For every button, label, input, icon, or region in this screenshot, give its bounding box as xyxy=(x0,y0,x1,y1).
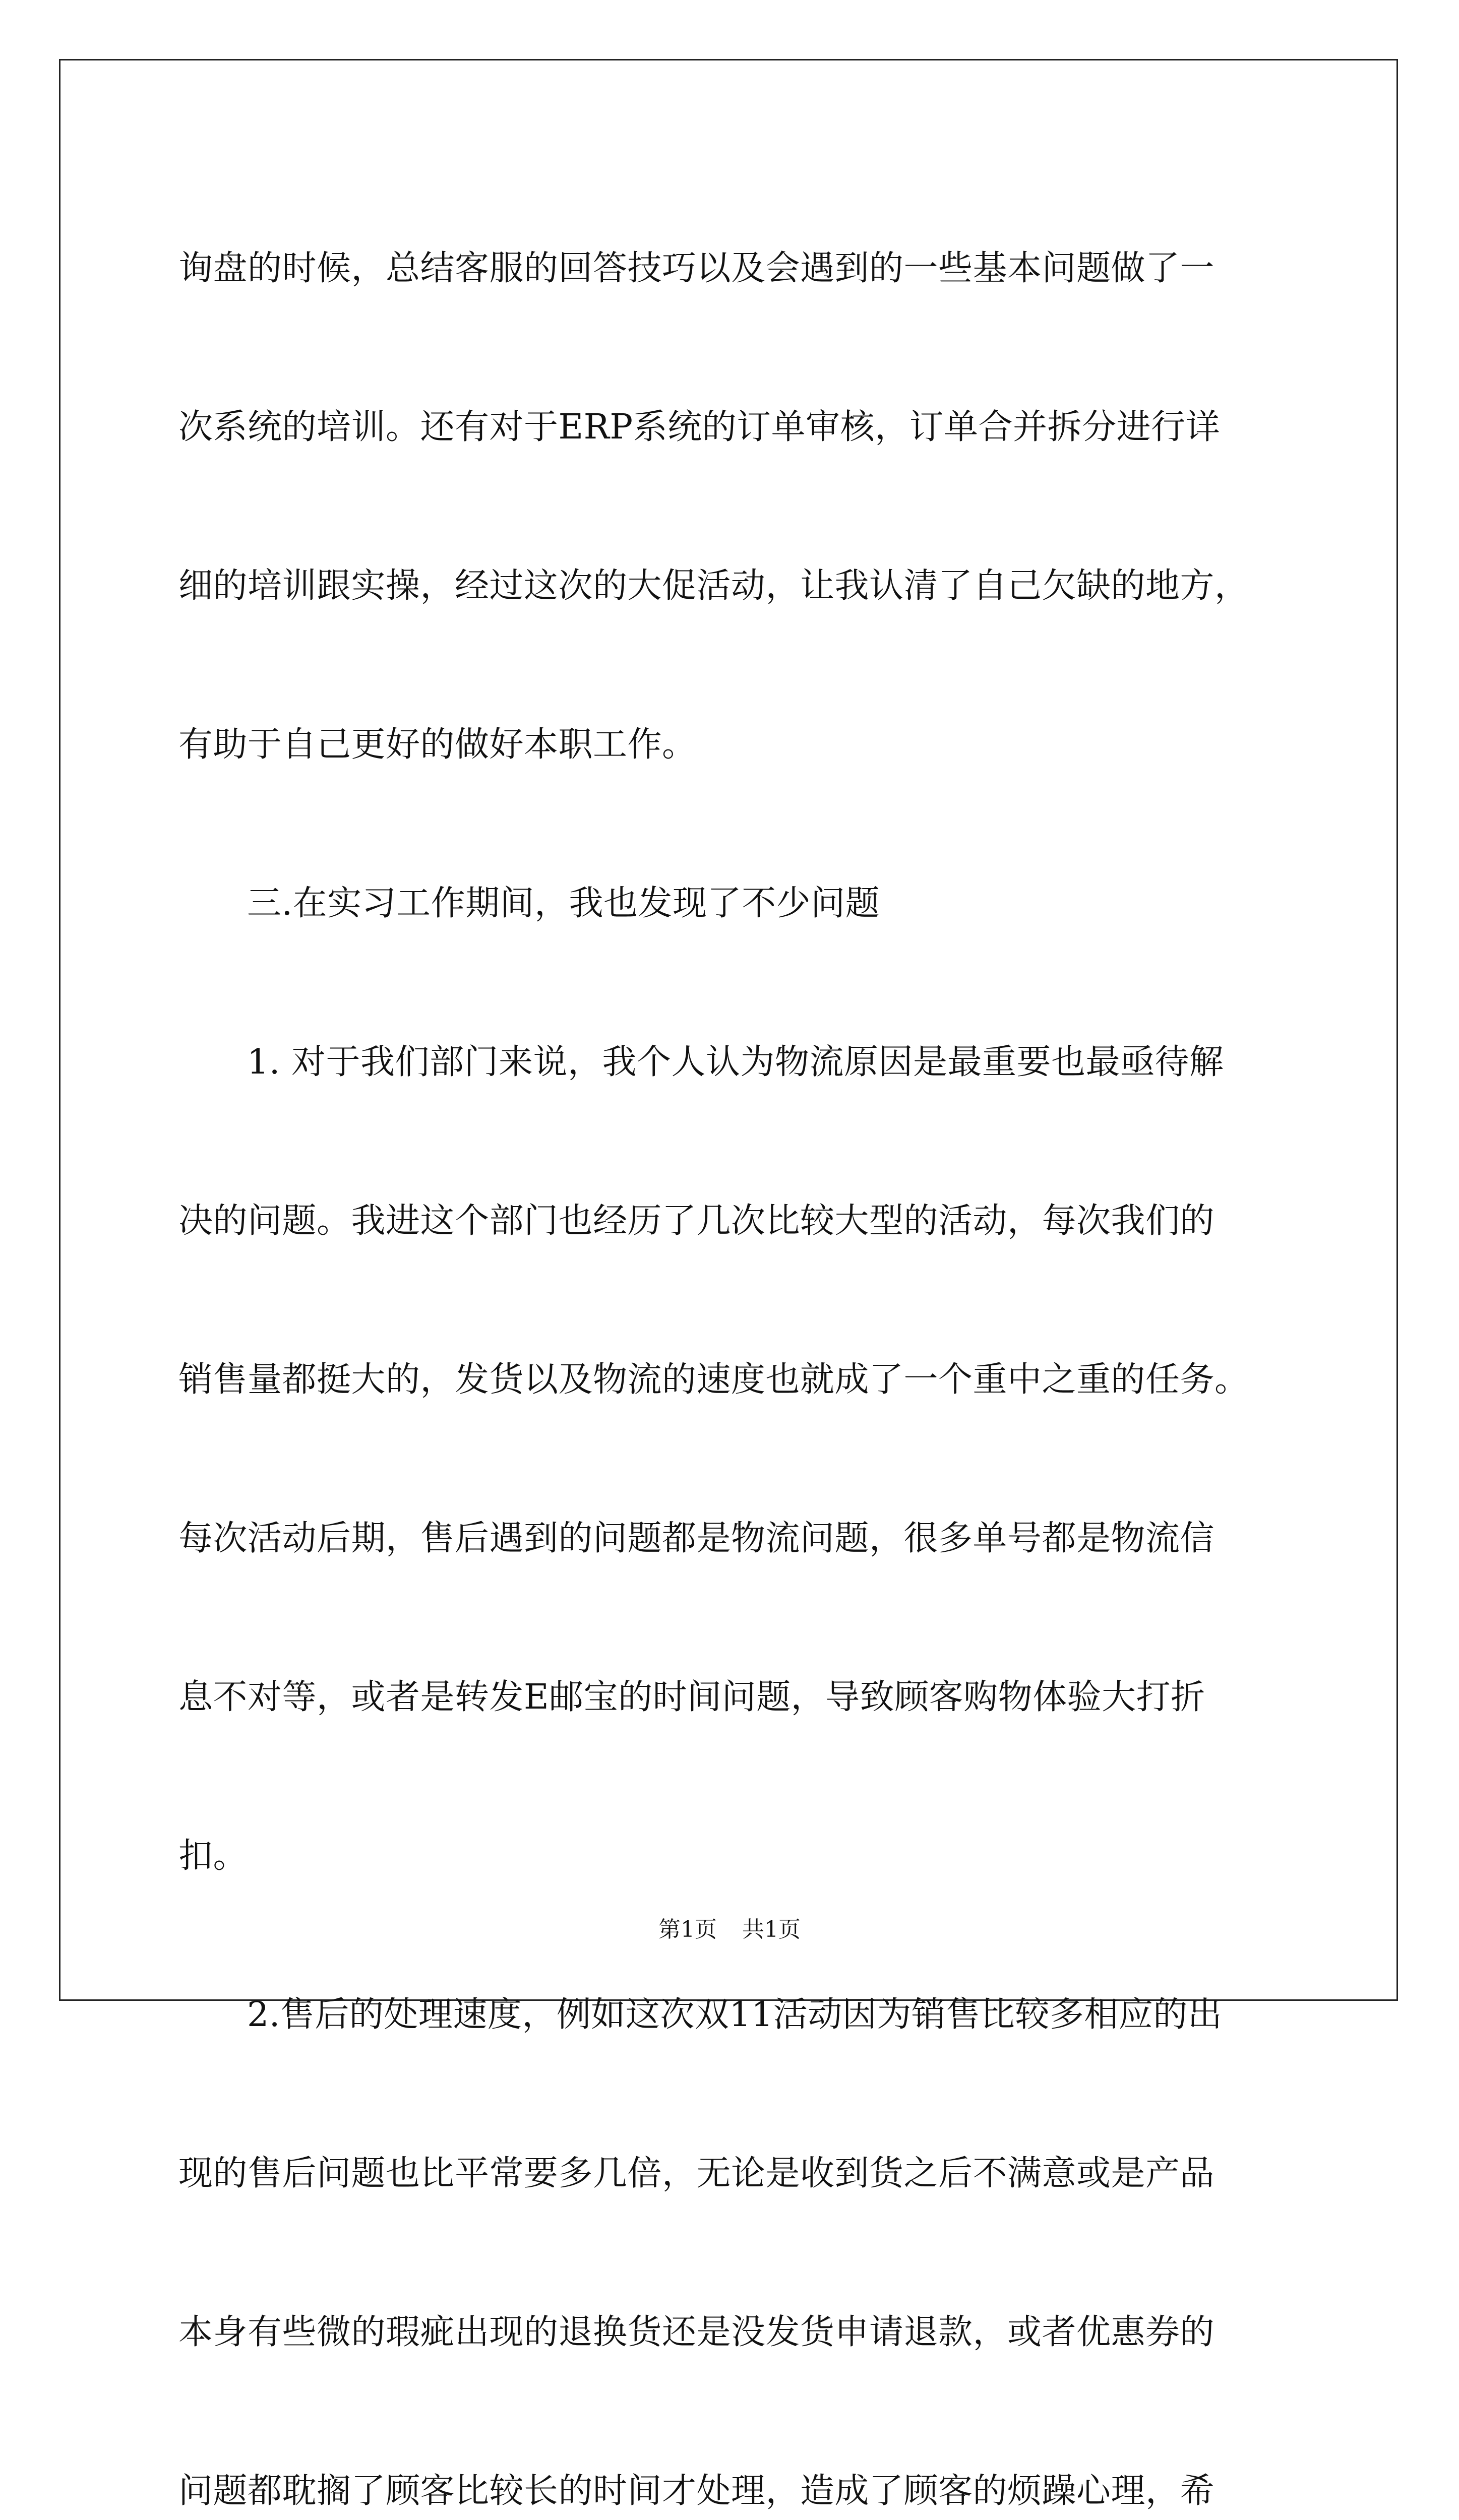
text-line: 扣。 xyxy=(178,1836,248,1876)
text-line: 决的问题。我进这个部门也经历了几次比较大型的活动，每次我们的 xyxy=(178,1201,1215,1241)
text-line: 2.售后的处理速度，例如这次双11活动因为销售比较多相应的出 xyxy=(247,1995,1223,2035)
text-line: 1. 对于我们部门来说，我个人认为物流原因是最重要也最亟待解 xyxy=(247,1042,1224,1082)
page-total: 共1页 xyxy=(742,1917,801,1942)
page-footer xyxy=(0,1911,1459,1943)
text-line: 三.在实习工作期间，我也发现了不少问题 xyxy=(247,884,880,923)
text-line: 现的售后问题也比平常要多几倍，无论是收到货之后不满意或是产品 xyxy=(178,2154,1215,2193)
text-line: 次系统的培训。还有对于ERP系统的订单审核，订单合并拆分进行详 xyxy=(178,407,1221,447)
page-number: 第1页 xyxy=(658,1917,717,1942)
text-line: 细的培训跟实操，经过这次的大促活动，让我认清了自己欠缺的地方， xyxy=(178,566,1249,606)
document-body xyxy=(178,189,1293,2520)
text-line: 销售量都挺大的，发货以及物流的速度也就成了一个重中之重的任务。 xyxy=(178,1360,1249,1400)
text-line: 有助于自己更好的做好本职工作。 xyxy=(178,725,697,765)
text-line: 本身有些微的瑕疵出现的退换货还是没发货申请退款，或者优惠券的 xyxy=(178,2312,1215,2352)
text-line: 询盘的时候，总结客服的回答技巧以及会遇到的一些基本问题做了一 xyxy=(178,248,1215,288)
text-line: 每次活动后期，售后遇到的问题都是物流问题，很多单号都是物流信 xyxy=(178,1519,1215,1558)
text-line: 息不对等，或者是转发E邮宝的时间问题，导致顾客购物体验大打折 xyxy=(178,1677,1205,1717)
text-line: 问题都耽搁了顾客比较长的时间才处理，造成了顾客的烦躁心理，希 xyxy=(178,2471,1215,2511)
